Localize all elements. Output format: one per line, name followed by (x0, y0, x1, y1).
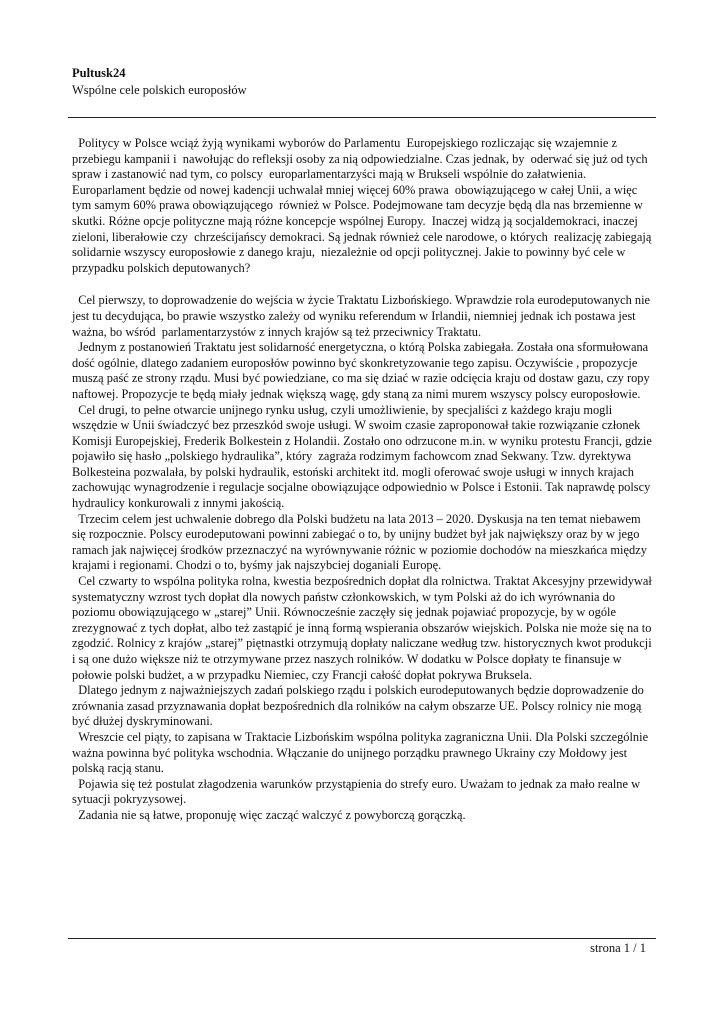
article-paragraph: Politycy w Polsce wciąż żyją wynikami wyborów do Parlamentu Europejskiego rozliczając się wzajemnie z przebiegu kampanii i nawołując do refleksji osoby za nią odpowiedzialne. Czas jednak, by oderwać się już od tych spraw i zastanowić nad tym, co polscy europarlamentarzyści mają w Brukseli wspólnie do załatwienia. Europarlament będzie od nowej kadencji uchwalał mniej więcej 60% prawa obowiązującego w całej Unii, a więc tym samym 60% prawa obowiązującego również w Polsce. Podejmowane tam decyzje będą dla nas brzemienne w skutki. Różne opcje polityczne mają różne koncepcje wspólnej Europy. Inaczej widzą ją socjaldemokraci, inaczej zieloni, liberałowie czy chrześcijańscy demokraci. Są jednak również cele narodowe, o których realizację zabiegają solidarnie wszyscy europosłowie z danego kraju, niezależnie od opcji politycznej. Jakie to powinny być cele w przypadku polskich deputowanych? (72, 136, 655, 275)
article-paragraph: Cel czwarty to wspólna polityka rolna, kwestia bezpośrednich dopłat dla rolnictwa. Traktat Akcesyjny przewidywał systematyczny wzrost tych dopłat dla nowych państw członkowskich, w tym Polski aż do ich wyrównania do poziomu obowiązującego w „starej” Unii. Równocześnie zaczęły się jednak pojawiać propozycje, by w ogóle zrezygnować z tych dopłat, albo też zastąpić je inną formą wspierania obszarów wiejskich. Polska nie może się na to zgodzić. Rolnicy z krajów „starej” piętnastki otrzymują dopłaty naliczane według tzw. historycznych kwot produkcji i są one dużo większe niż te otrzymywane przez naszych rolników. W dodatku w Polsce dopłaty te finansuje w połowie polski budżet, a w przypadku Niemiec, czy Francji całość dopłat pokrywa Bruksela. (72, 574, 655, 682)
article-paragraph: Dlatego jednym z najważniejszych zadań polskiego rządu i polskich eurodeputowanych będzie doprowadzenie do zrównania zasad przyznawania dopłat bezpośrednich dla rolników na całym obszarze UE. Polscy rolnicy nie mogą być dłużej dyskryminowani. (72, 683, 647, 729)
article-paragraph: Pojawia się też postulat złagodzenia warunków przystąpienia do strefy euro. Uważam to jednak za mało realne w sytuacji pokryzysowej. (72, 776, 644, 807)
article-paragraph: Cel pierwszy, to doprowadzenie do wejścia w życie Traktatu Lizbońskiego. Wprawdzie rola eurodeputowanych nie jest tu decydująca, bo prawie wszystko zależy od wyniku referendum w Irlandii, niemniej jednak ich postawa jest ważna, bo wśród parlamentarzystów z innych krajów są też przeciwnicy Traktatu. (72, 293, 654, 339)
site-title: Pultusk24 (72, 66, 126, 80)
article-paragraph: Zadania nie są łatwe, proponuję więc zacząć walczyć z powyborczą gorączką. (72, 807, 466, 822)
header-divider (68, 117, 656, 118)
paragraph-gap (72, 276, 656, 293)
article-subtitle: Wspólne cele polskich europosłów (72, 83, 247, 97)
article-paragraph: Cel drugi, to pełne otwarcie unijnego rynku usług, czyli umożliwienie, by specjaliści z każdego kraju mogli wszędzie w Unii świadczyć bez przeszkód swoje usługi. W swoim czasie zaproponował takie rozwiązanie członek Komisji Europejskiej, Frederik Bolkestein z Holandii. Zostało ono odrzucone m.in. w wyniku protestu Francji, gdzie pojawiło się hasło „polskiego hydraulika”, który zagraża rodzimym fachowcom znad Sekwany. Tzw. dyrektywa Bolkesteina pozwalała, by polski hydraulik, estoński architekt itd. mogli oferować swoje usługi w innych krajach zachowując wynagrodzenie i regulacje socjalne obowiązujące odpowiednio w Polsce i Estonii. Tak naprawdę polscy hydraulicy konkurowali z innymi jakością. (72, 402, 655, 511)
article-paragraph: Jednym z postanowień Traktatu jest solidarność energetyczna, o którą Polska zabiegała. Została ona sformułowana dość ogólnie, dlatego zadaniem europosłów powinno być skonkretyzowanie tego zapisu. Oczywiście , propozycje muszą paść ze strony rządu. Musi być powiedziane, co ma się dziać w razie odcięcia kraju od dostaw gazu, czy ropy naftowej. Propozycje te będą miały jednak większą wagę, gdy staną za nimi murem wszyscy polscy europosłowie. (72, 340, 653, 401)
page-number: strona 1 / 1 (590, 941, 646, 955)
footer-divider (68, 938, 656, 939)
article-paragraph: Wreszcie cel piąty, to zapisana w Traktacie Lizbońskim wspólna polityka zagraniczna Unii. Dla Polski szczególnie ważna powinna być polityka wschodnia. Włączanie do unijnego porządku prawnego Ukrainy czy Mołdowy jest polską racją stanu. (72, 729, 652, 776)
article-body (72, 136, 656, 824)
article-paragraph: Trzecim celem jest uchwalenie dobrego dla Polski budżetu na lata 2013 – 2020. Dyskusja na ten temat niebawem się rozpocznie. Polscy eurodeputowani powinni zabiegać o to, by unijny budżet był jak największy oraz by w jego ramach jak najwięcej środków przeznaczyć na wyrównywanie różnic w poziomie dochodów na mieszkańca między krajami i regionami. Chodzi o to, byśmy jak najszybciej doganiali Europę. (72, 511, 651, 573)
